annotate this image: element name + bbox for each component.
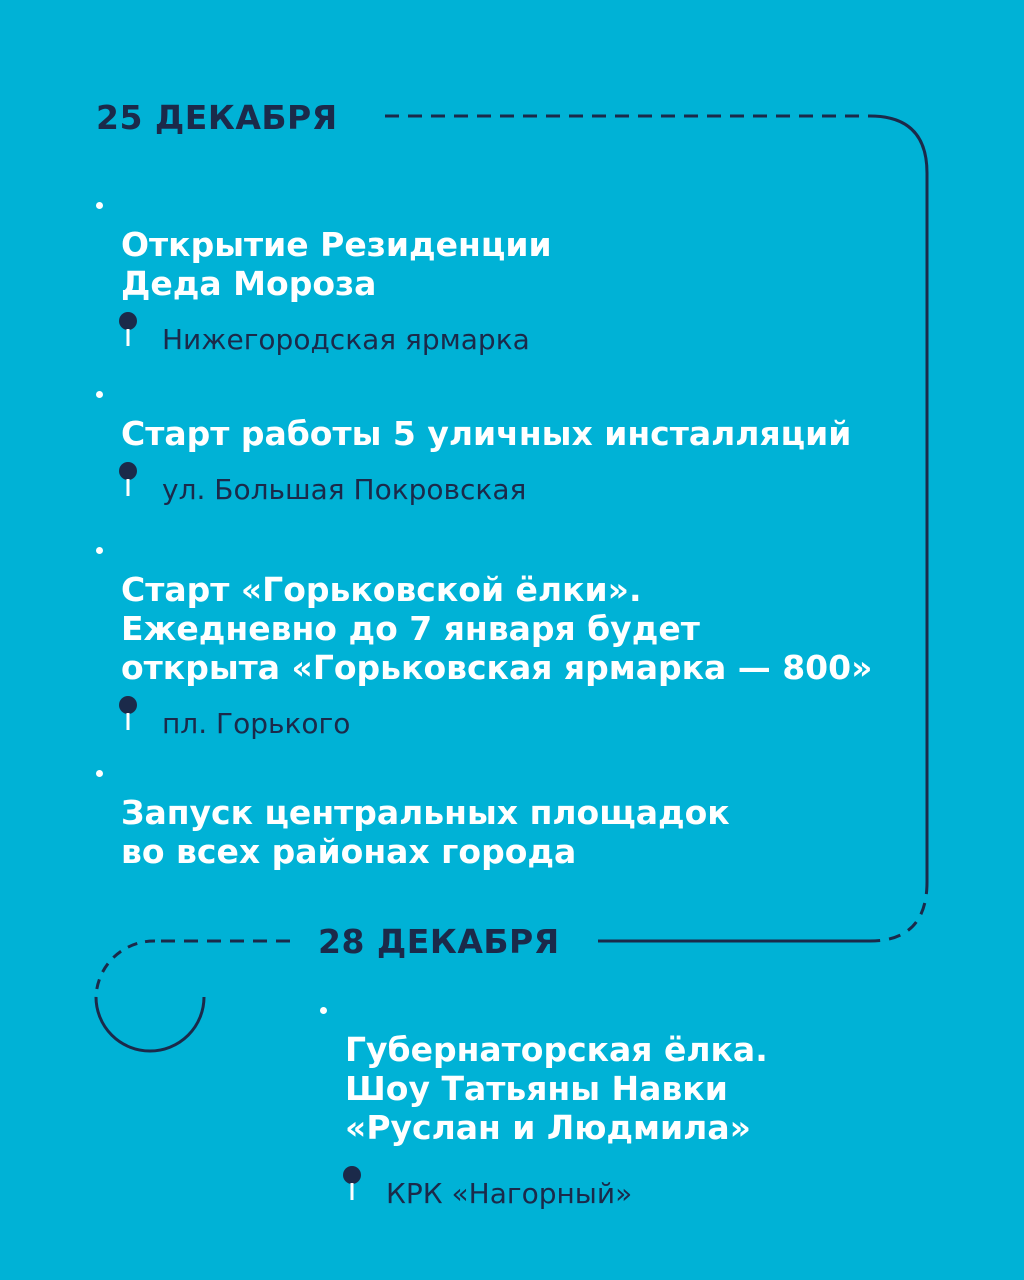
event-title xyxy=(96,754,896,871)
event-item xyxy=(96,375,896,509)
event-item xyxy=(96,186,896,359)
bullet-dot-icon xyxy=(96,547,103,554)
timeline-curve-left-dashed xyxy=(96,941,155,997)
event-title xyxy=(96,186,896,303)
event-location xyxy=(320,1177,1000,1213)
event-item xyxy=(320,991,1000,1213)
date-heading-2: 28 ДЕКАБРЯ xyxy=(318,922,560,961)
event-location xyxy=(96,707,896,743)
bullet-dot-icon xyxy=(96,391,103,398)
event-title xyxy=(96,531,896,687)
event-location-text: пл. Горького xyxy=(162,707,351,740)
event-item xyxy=(96,754,896,871)
event-item xyxy=(96,531,896,743)
event-title-text: Старт работы 5 уличных инсталляций xyxy=(121,414,852,453)
bullet-dot-icon xyxy=(96,770,103,777)
bullet-dot-icon xyxy=(96,202,103,209)
event-title-text: Губернаторская ёлка. Шоу Татьяны Навки «Руслан и Людмила» xyxy=(345,1030,768,1147)
map-pin-icon xyxy=(118,312,138,348)
event-title xyxy=(96,375,896,453)
date-heading-1: 25 ДЕКАБРЯ xyxy=(96,98,338,137)
map-pin-icon xyxy=(118,696,138,732)
event-location-text: Нижегородская ярмарка xyxy=(162,323,530,356)
event-location xyxy=(96,323,896,359)
map-pin-icon xyxy=(342,1166,362,1202)
timeline-arc-bottom xyxy=(96,997,204,1051)
event-location xyxy=(96,473,896,509)
event-title-text: Запуск центральных площадок во всех районах города xyxy=(121,793,730,871)
bullet-dot-icon xyxy=(320,1007,327,1014)
event-title xyxy=(320,991,1000,1147)
event-location-text: ул. Большая Покровская xyxy=(162,473,527,506)
event-title-text: Старт «Горьковской ёлки». Ежедневно до 7 января будет открыта «Горьковская ярмарка — 800» xyxy=(121,570,873,687)
map-pin-icon xyxy=(118,462,138,498)
event-title-text: Открытие Резиденции Деда Мороза xyxy=(121,225,552,303)
timeline-corner-bottom-right-dashed xyxy=(870,882,927,941)
event-location-text: КРК «Нагорный» xyxy=(386,1177,633,1210)
